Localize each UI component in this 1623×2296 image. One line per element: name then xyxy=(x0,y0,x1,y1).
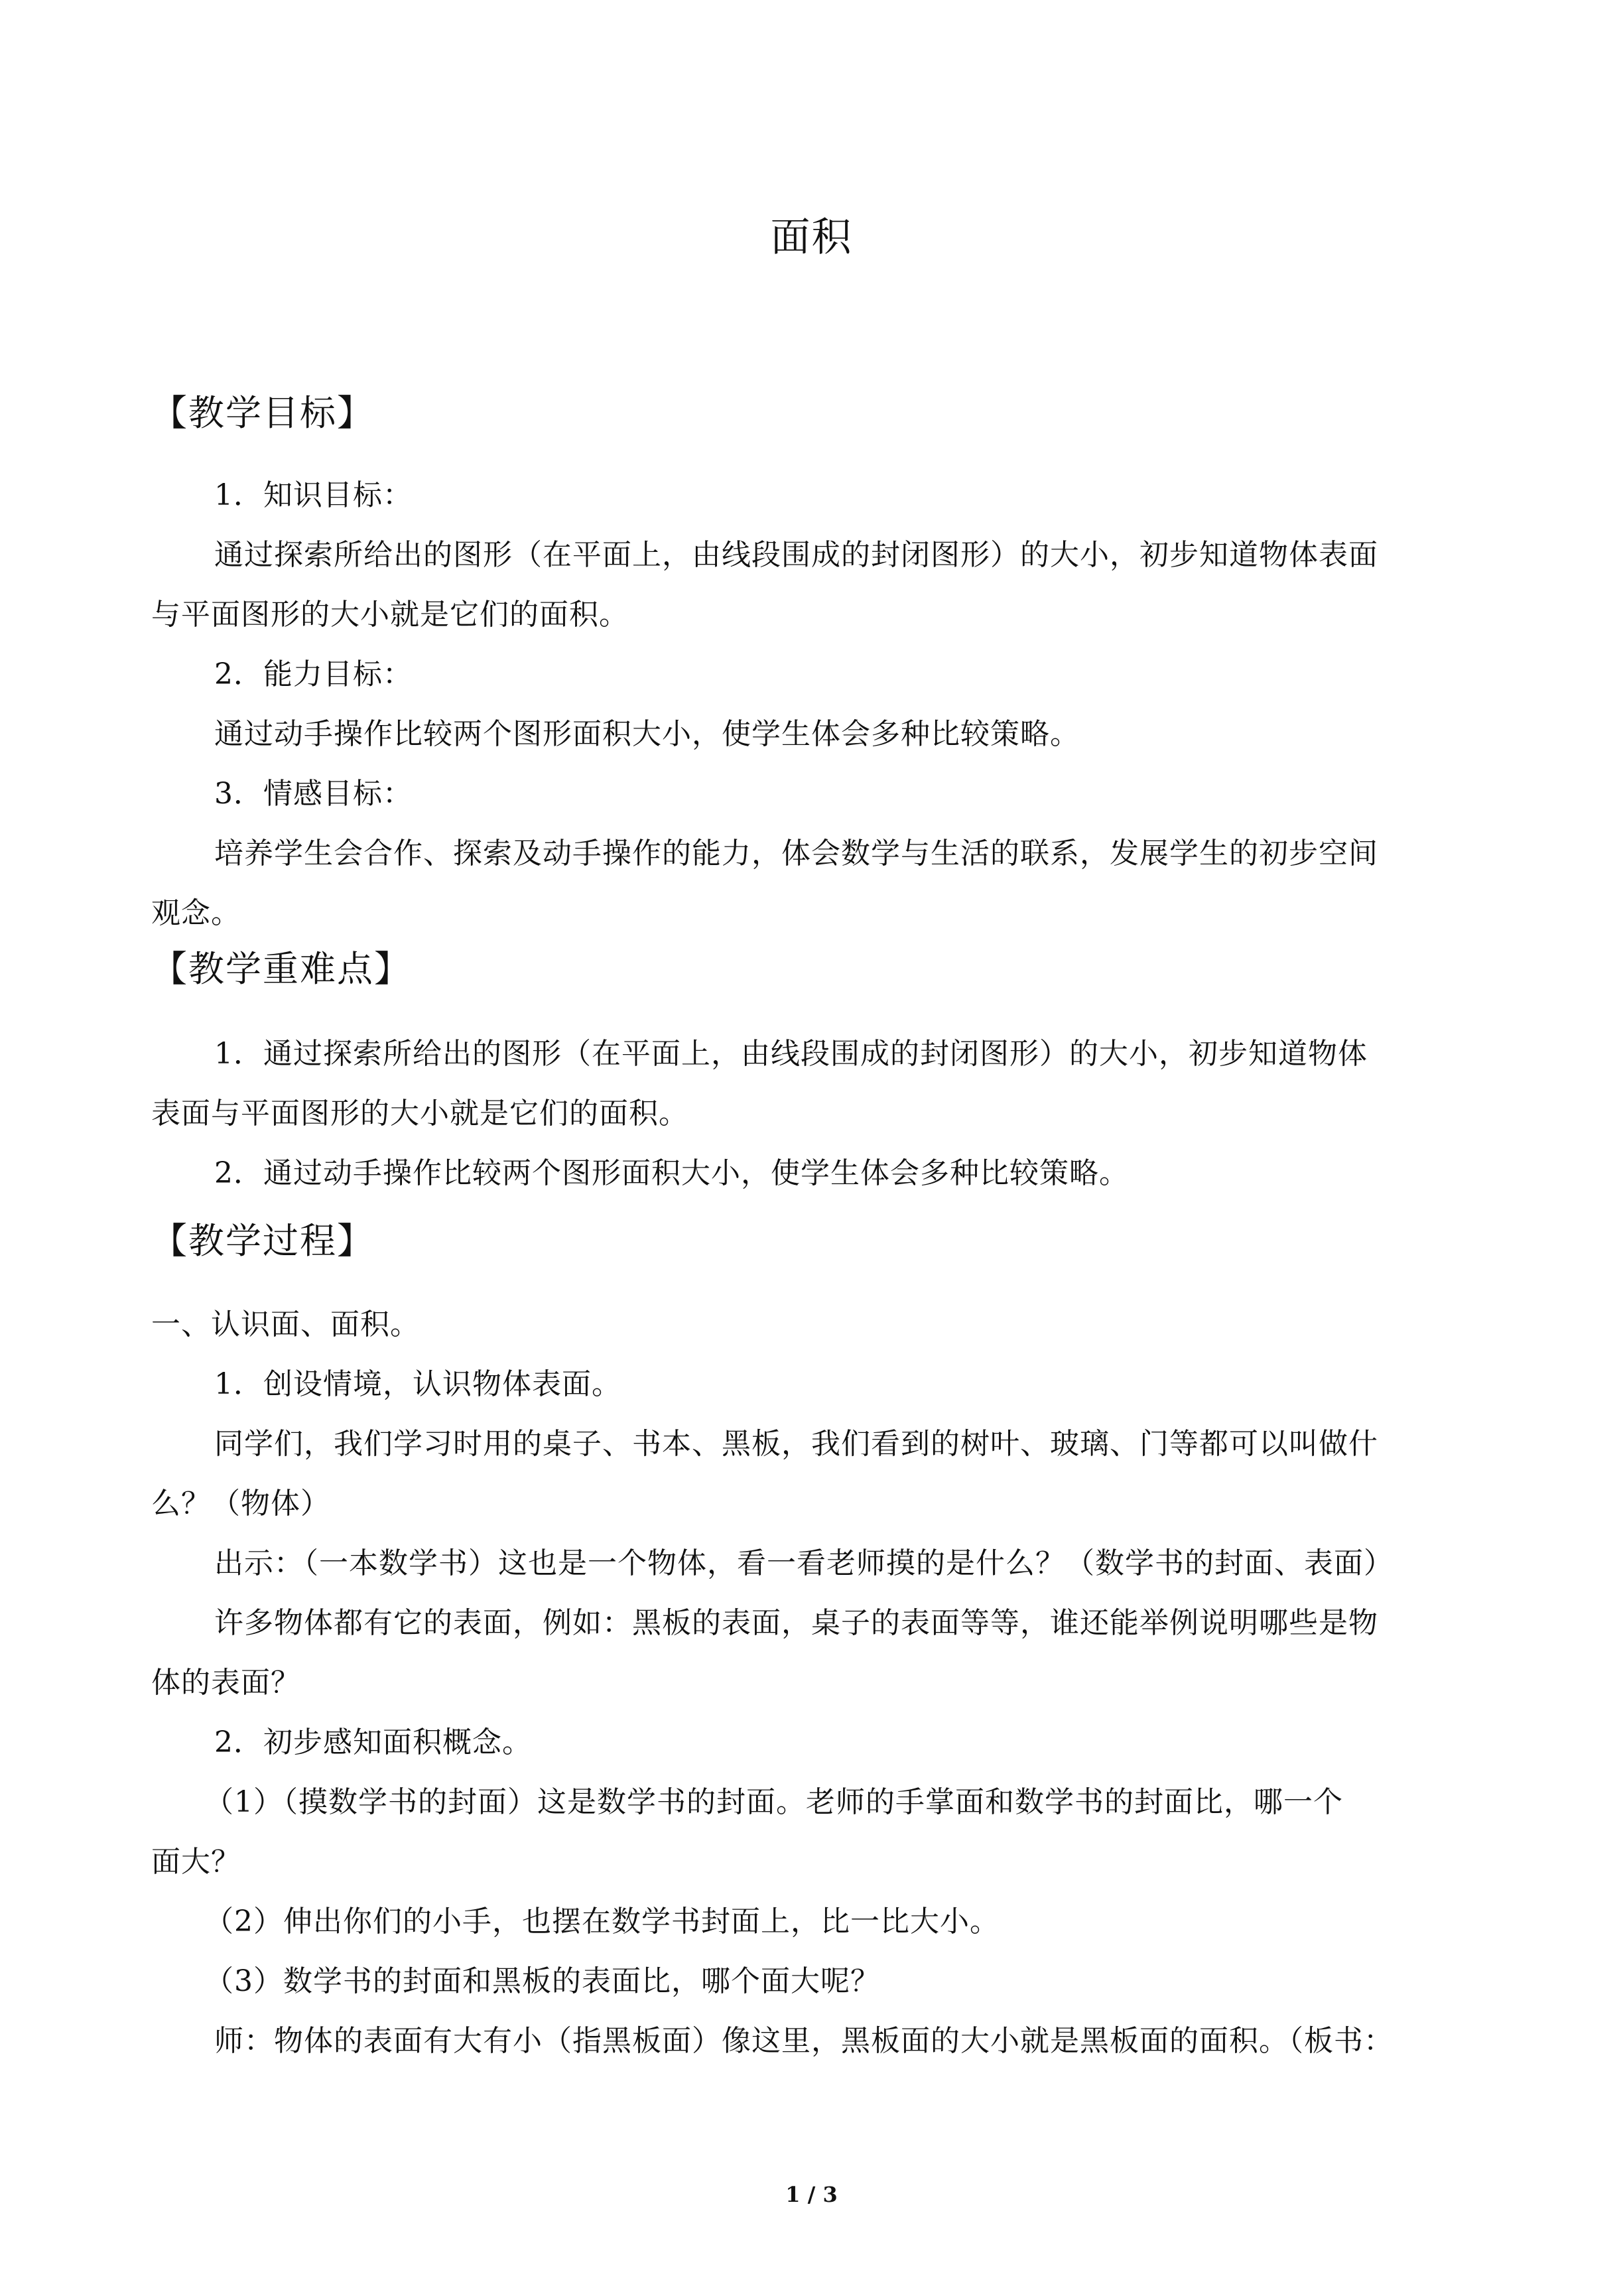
page-number: 1 / 3 xyxy=(785,2182,838,2207)
objective-knowledge-label: 1．知识目标： xyxy=(214,478,413,512)
process-body xyxy=(151,1306,1481,2060)
process-step-2: 2．初步感知面积概念。 xyxy=(214,1725,532,1759)
objectives-body xyxy=(151,476,1481,933)
process-sub-2: （2）伸出你们的小手，也摆在数学书封面上，比一比大小。 xyxy=(204,1905,1000,1938)
objectives-section xyxy=(151,390,1481,437)
process-para-4: 师：物体的表面有大有小（指黑板面）像这里，黑板面的大小就是黑板面的面积。（板书： xyxy=(214,2024,1394,2058)
objective-emotion-label: 3．情感目标： xyxy=(214,777,413,811)
process-section xyxy=(151,1218,1481,1264)
objective-knowledge-text-2: 与平面图形的大小就是它们的面积。 xyxy=(151,598,629,632)
objective-emotion-text-2: 观念。 xyxy=(151,896,241,930)
key-point-2-text: 2．通过动手操作比较两个图形面积大小，使学生体会多种比较策略。 xyxy=(214,1156,1129,1190)
process-sub-3: （3）数学书的封面和黑板的表面比，哪个面大呢？ xyxy=(204,1964,880,1998)
key-point-1-text-1: 1．通过探索所给出的图形（在平面上，由线段围成的封闭图形）的大小，初步知道物体 xyxy=(214,1037,1368,1071)
key-points-section xyxy=(151,946,1481,992)
process-sub-1-line-1: （1）（摸数学书的封面）这是数学书的封面。老师的手掌面和数学书的封面比，哪一个 xyxy=(204,1785,1343,1819)
process-sub-1-line-2: 面大？ xyxy=(151,1845,241,1879)
objective-ability-label: 2．能力目标： xyxy=(214,657,413,691)
process-para-1-line-2: 么？（物体） xyxy=(151,1487,330,1520)
objective-ability-text: 通过动手操作比较两个图形面积大小，使学生体会多种比较策略。 xyxy=(214,717,1080,751)
process-para-1-line-1: 同学们，我们学习时用的桌子、书本、黑板，我们看到的树叶、玻璃、门等都可以叫做什 xyxy=(214,1427,1378,1461)
process-para-2: 出示：（一本数学书）这也是一个物体，看一看老师摸的是什么？（数学书的封面、表面） xyxy=(214,1546,1394,1580)
process-heading: 【教学过程】 xyxy=(151,1220,374,1262)
process-step-1: 1．创设情境，认识物体表面。 xyxy=(214,1367,621,1401)
objective-emotion-text-1: 培养学生会合作、探索及动手操作的能力，体会数学与生活的联系，发展学生的初步空间 xyxy=(214,837,1378,870)
objectives-heading: 【教学目标】 xyxy=(151,392,374,434)
process-para-3-line-2: 体的表面？ xyxy=(151,1666,300,1700)
process-part-1: 一、认识面、面积。 xyxy=(151,1308,420,1341)
page-title: 面积 xyxy=(770,214,853,261)
key-points-heading: 【教学重难点】 xyxy=(151,948,411,990)
key-point-1-text-2: 表面与平面图形的大小就是它们的面积。 xyxy=(151,1097,688,1130)
key-points-body xyxy=(151,1035,1481,1193)
process-para-3-line-1: 许多物体都有它的表面，例如：黑板的表面，桌子的表面等等，谁还能举例说明哪些是物 xyxy=(214,1606,1378,1640)
objective-knowledge-text-1: 通过探索所给出的图形（在平面上，由线段围成的封闭图形）的大小，初步知道物体表面 xyxy=(214,538,1378,572)
